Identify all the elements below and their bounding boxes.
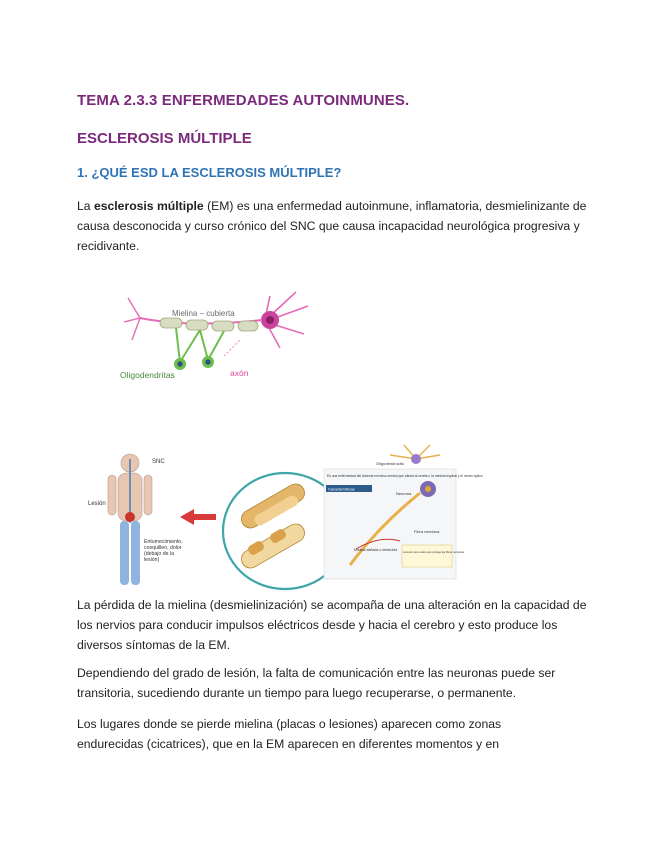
- body-silhouette: [108, 454, 152, 585]
- red-arrow: [180, 509, 216, 525]
- label-symptoms-1: Entumecimiento,: [144, 539, 183, 545]
- label-snc: SNC: [152, 459, 165, 465]
- ms-lesion-figure: [80, 445, 483, 593]
- label-axon: axón: [230, 368, 249, 378]
- intro-pre: La: [77, 199, 94, 213]
- label-lesion: Lesión: [88, 501, 106, 507]
- label-symptoms-3: (debajo de la: [144, 551, 174, 557]
- label-symptoms-4: lesión): [144, 557, 160, 563]
- label-neurona: Neurona: [396, 491, 412, 496]
- label-fibra: Fibra nerviosa: [414, 529, 440, 534]
- lesion-degree-paragraph: Dependiendo del grado de lesión, la falta de comunicación entre las neuronas puede ser transitoria, sucediendo durante un tiempo para luego recuperarse, o permanente.: [77, 666, 556, 700]
- page-title: TEMA 2.3.3 ENFERMEDADES AUTOINMUNES.: [77, 92, 410, 109]
- info-title: Es una enfermedad del sistema nervioso central que afecta al cerebro, la médula espinal y el nervio óptico: [327, 474, 483, 478]
- section-heading: ESCLEROSIS MÚLTIPLE: [77, 130, 252, 147]
- dendrite-left: [124, 298, 140, 340]
- intro-paragraph: [77, 196, 587, 256]
- label-symptoms-2: cosquilleo, dolor: [144, 545, 182, 551]
- plaques-line-1: Los lugares donde se pierde mielina (placas o lesiones) aparecen como zonas: [77, 717, 502, 731]
- plaques-line-2: endurecidas (cicatrices), que en la EM aparecen en diferentes momentos y en: [77, 737, 500, 751]
- neuron-body: [261, 292, 308, 348]
- plaques-paragraph: [77, 714, 587, 754]
- label-oligodendrocito: Oligodendrocito: [376, 461, 405, 466]
- oligodendrocytes: [174, 328, 224, 370]
- demyelination-paragraph: La pérdida de la mielina (desmielinización) se acompaña de una alteración en la capacidad de los nervios para conducir impulsos eléctricos desde y hacia el cerebro y esto produce los diversos síntomas de la EM.: [77, 598, 587, 652]
- info-panel: [324, 469, 456, 579]
- subsection-heading: 1. ¿QUÉ ESD LA ESCLEROSIS MÚLTIPLE?: [77, 165, 342, 180]
- label-oligodendritas: Oligodendritas: [120, 370, 175, 380]
- label-myelin: Mielina – cubierta: [172, 309, 235, 318]
- info-header: Características: [328, 486, 355, 492]
- intro-bold-term: esclerosis múltiple: [93, 199, 204, 213]
- intro-post: (EM) es una enfermedad autoinmune, inflamatoria, desmielinizante de causa desconocida y curso crónico del SNC que causa incapacidad neurológica progresiva y recidivante.: [77, 199, 587, 253]
- myelin-neuron-figure: [120, 288, 310, 380]
- label-lesion-small: La lesión es la vaina que protege las fibras nerviosas: [403, 551, 464, 554]
- label-mielina-danada: Mielina dañada o destruida: [354, 548, 398, 552]
